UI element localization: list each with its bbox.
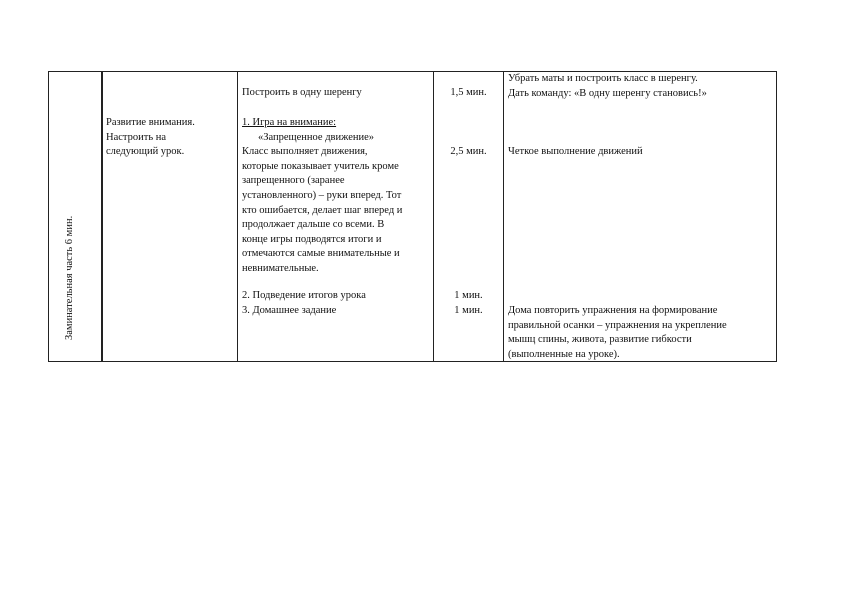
game-desc-line: конце игры подводятся итоги и [242,233,382,245]
game-desc-line: отмечаются самые внимательные и [242,248,400,260]
game-name: «Запрещенное движение» [258,131,375,143]
final-items [242,289,366,318]
note-line: Четкое выполнение движений [508,146,643,157]
table-border-left [48,72,49,361]
time-value: 2,5 мин. [450,146,487,157]
game-desc-line: продолжает дальше со всеми. В [242,219,385,231]
section-label: Заминательная часть 6 мин. [64,215,75,340]
list-item: 2. Подведение итогов урока [242,290,366,301]
game-desc-line: невнимательные. [242,262,319,274]
time-value: 1,5 мин. [450,87,487,98]
note-line: правильной осанки – упражнения на укрепление [508,319,727,331]
goal-line: Развитие внимания. [106,117,195,128]
table-border-right [776,72,777,361]
note-line: Убрать маты и построить класс в шеренгу. [508,73,698,84]
note-line: Дома повторить упражнения на формирование [508,305,718,316]
column-divider-1 [101,72,103,361]
time-value: 1 мин. [454,290,483,301]
build-line-text: Построить в одну шеренгу [242,87,362,98]
list-item: 3. Домашнее задание [242,304,337,316]
note-block [508,72,707,101]
goals-cell [106,116,195,160]
game-block [242,116,402,277]
game-desc-line: запрещенного (заранее [242,175,345,187]
goal-line: следующий урок. [106,146,185,158]
time-value: 1 мин. [454,304,483,316]
column-divider-4 [503,72,504,361]
game-title: 1. Игра на внимание: [242,117,337,128]
note-line: (выполненные на уроке). [508,348,620,360]
game-desc-line: Класс выполняет движения, [242,146,368,158]
note-line: мышц спины, живота, развитие гибкости [508,334,692,346]
goal-line: Настроить на [106,131,167,143]
note-block [508,304,727,362]
note-line: Дать команду: «В одну шеренгу становись!» [508,87,707,99]
time-values-final [434,289,503,318]
lesson-plan-table [48,71,777,362]
game-desc-line: которые показывает учитель кроме [242,160,399,172]
game-desc-line: установленного) – руки вперед. Тот [242,189,402,201]
game-desc-line: кто ошибается, делает шаг вперед и [242,204,403,216]
column-divider-2 [237,72,238,361]
